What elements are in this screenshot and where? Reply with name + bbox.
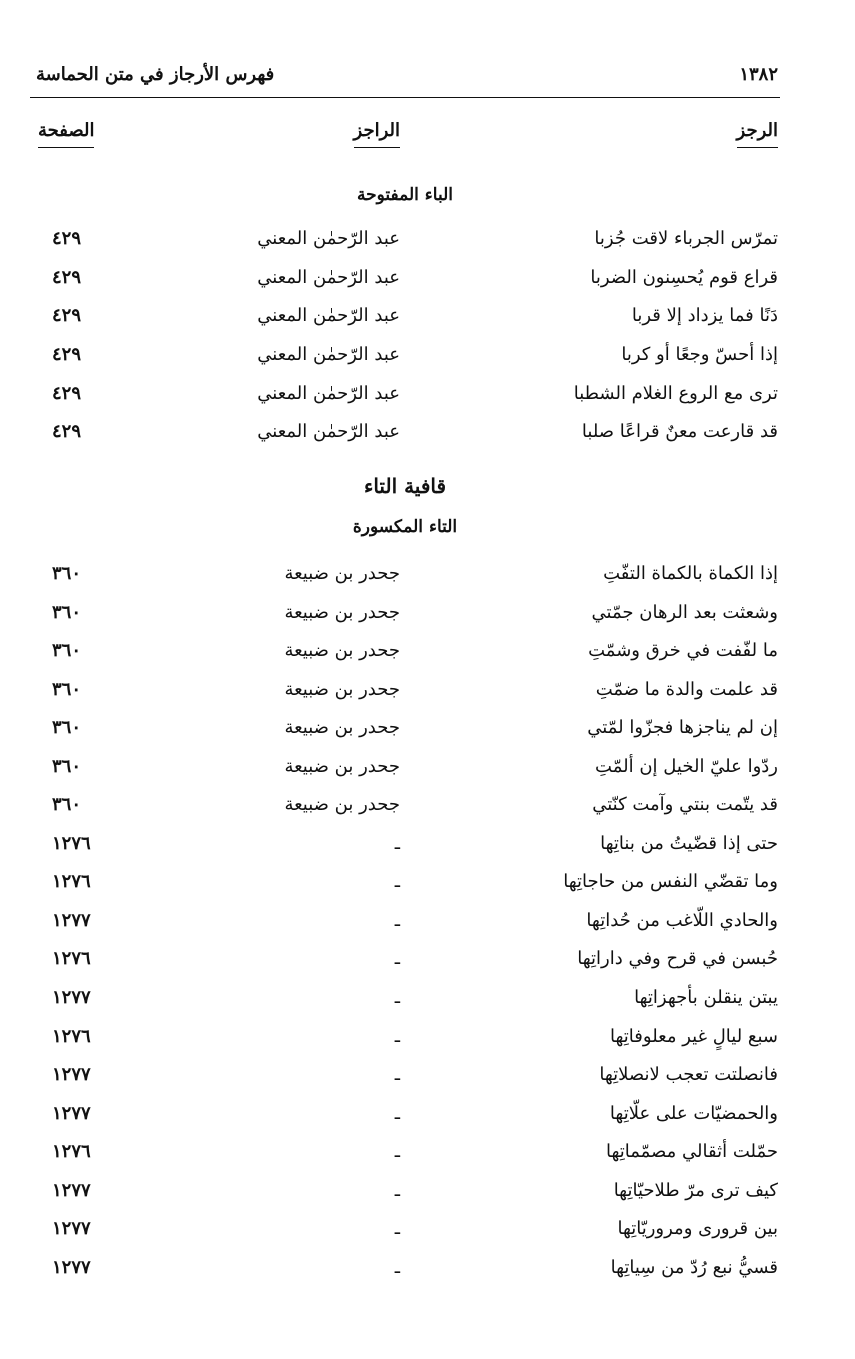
- page-ref: ١٢٧٧: [52, 1179, 91, 1201]
- rajiz-poet: ـ: [394, 1179, 400, 1201]
- rajaz-verse: قراع قوم يُحسِنون الضربا: [590, 266, 778, 288]
- rajiz-poet: ـ: [394, 1064, 400, 1086]
- rajiz-poet: عبد الرّحمٰن المعني: [257, 344, 400, 366]
- column-header-page: الصفحة: [38, 120, 94, 148]
- rajaz-verse: قد يتّمت بنتي وآمت كنّتي: [592, 794, 778, 816]
- rajiz-poet: ـ: [394, 832, 400, 854]
- rajiz-poet: جحدر بن ضبيعة: [284, 640, 400, 662]
- rajaz-verse: قد علمت والدة ما ضمّتِ: [595, 678, 778, 700]
- rajaz-verse: سبع ليالٍ غير معلوفاتِها: [610, 1025, 778, 1047]
- rajaz-verse: والحادي اللّاغب من حُداتِها: [586, 909, 778, 931]
- running-title: فهرس الأرجاز في متن الحماسة: [36, 64, 275, 85]
- rajaz-verse: يبتن ينقلن بأجهزاتِها: [634, 987, 778, 1009]
- rajiz-poet: ـ: [394, 1256, 400, 1278]
- rajaz-verse: إن لم يناجزها فجزّوا لمّتي: [587, 717, 778, 739]
- rajaz-verse: وشعثت بعد الرهان جمّتي: [591, 601, 778, 623]
- rajaz-verse: ترى مع الروع الغلام الشطبا: [573, 382, 778, 404]
- index-row: [30, 792, 780, 831]
- rajaz-verse: فانصلتت تعجب لانصلاتِها: [599, 1064, 778, 1086]
- rajaz-verse: إذا الكماة بالكماة التفّتِ: [603, 563, 778, 584]
- rajaz-verse: بين قرورى ومروريّاتِها: [617, 1218, 778, 1240]
- page-ref: ١٢٧٧: [52, 987, 91, 1009]
- header-rule: [30, 97, 780, 98]
- index-row: [30, 831, 780, 870]
- page-ref: ٣٦٠: [52, 717, 82, 739]
- page-ref: ٣٦٠: [52, 640, 82, 662]
- index-row: [30, 561, 780, 600]
- rajiz-poet: جحدر بن ضبيعة: [284, 755, 400, 777]
- ba-maftuha-list: [30, 226, 780, 458]
- rajiz-poet: عبد الرّحمٰن المعني: [257, 382, 400, 404]
- page-ref: ١٢٧٦: [52, 871, 91, 893]
- index-row: [30, 265, 780, 304]
- index-row: [30, 1101, 780, 1140]
- index-page: [30, 0, 780, 1359]
- index-row: [30, 715, 780, 754]
- rajaz-verse: ردّوا عليّ الخيل إن ألمّتِ: [595, 755, 778, 777]
- rajiz-poet: جحدر بن ضبيعة: [284, 563, 400, 584]
- rajiz-poet: ـ: [394, 1218, 400, 1240]
- index-row: [30, 600, 780, 639]
- index-row: [30, 303, 780, 342]
- page-ref: ٤٢٩: [52, 382, 82, 404]
- page-ref: ١٢٧٧: [52, 1218, 91, 1240]
- page-ref: ٤٢٩: [52, 305, 82, 327]
- index-row: [30, 1178, 780, 1217]
- index-row: [30, 908, 780, 947]
- rajiz-poet: ـ: [394, 1025, 400, 1047]
- index-row: [30, 1024, 780, 1063]
- rajaz-verse: قسيُّ نبع رُدّ من سِياتِها: [610, 1256, 778, 1278]
- index-row: [30, 1062, 780, 1101]
- rajiz-poet: ـ: [394, 871, 400, 893]
- page-ref: ١٢٧٦: [52, 1141, 91, 1163]
- rajiz-poet: ـ: [394, 948, 400, 970]
- rajaz-verse: حمّلت أثقالي مصمّماتِها: [605, 1141, 778, 1163]
- rajiz-poet: عبد الرّحمٰن المعني: [257, 228, 400, 249]
- section-heading-ba-maftuha: الباء المفتوحة: [357, 185, 453, 205]
- page-ref: ١٢٧٧: [52, 1256, 91, 1278]
- page-ref: ١٢٧٧: [52, 1102, 91, 1124]
- index-row: [30, 381, 780, 420]
- page-ref: ١٢٧٦: [52, 832, 91, 854]
- index-row: [30, 638, 780, 677]
- rajiz-poet: ـ: [394, 987, 400, 1009]
- index-row: [30, 226, 780, 265]
- index-row: [30, 754, 780, 793]
- index-row: [30, 677, 780, 716]
- rajaz-verse: وما تقضّي النفس من حاجاتِها: [563, 871, 778, 893]
- rajiz-poet: جحدر بن ضبيعة: [284, 601, 400, 623]
- rajiz-poet: جحدر بن ضبيعة: [284, 794, 400, 816]
- section-heading-qafiyat-al-ta: قافية التاء: [363, 474, 447, 498]
- index-row: [30, 985, 780, 1024]
- column-header-rajaz: الرجز: [737, 120, 778, 148]
- page-ref: ٣٦٠: [52, 678, 82, 700]
- page-ref: ١٢٧٦: [52, 1025, 91, 1047]
- page-ref: ١٢٧٧: [52, 1064, 91, 1086]
- rajiz-poet: ـ: [394, 1141, 400, 1163]
- page-ref: ١٢٧٦: [52, 948, 91, 970]
- index-row: [30, 1255, 780, 1294]
- page-ref: ١٢٧٧: [52, 909, 91, 931]
- rajaz-verse: قد قارعت معنٌ قراعًا صلبا: [581, 421, 778, 443]
- page-ref: ٤٢٩: [52, 421, 82, 443]
- index-row: [30, 946, 780, 985]
- page-ref: ٣٦٠: [52, 794, 82, 816]
- rajiz-poet: عبد الرّحمٰن المعني: [257, 421, 400, 443]
- page-ref: ٣٦٠: [52, 755, 82, 777]
- page-ref: ٣٦٠: [52, 563, 82, 584]
- rajaz-verse: حُبسن في قرح وفي داراتِها: [577, 948, 778, 970]
- index-row: [30, 1139, 780, 1178]
- page-ref: ٤٢٩: [52, 228, 82, 249]
- index-row: [30, 869, 780, 908]
- section-heading-ta-maksura: التاء المكسورة: [352, 517, 458, 537]
- rajaz-verse: دَنًا فما يزداد إلا قربا: [631, 305, 778, 327]
- rajiz-poet: عبد الرّحمٰن المعني: [257, 266, 400, 288]
- page-ref: ٤٢٩: [52, 344, 82, 366]
- rajiz-poet: عبد الرّحمٰن المعني: [257, 305, 400, 327]
- index-row: [30, 342, 780, 381]
- rajiz-poet: ـ: [394, 909, 400, 931]
- rajaz-verse: كيف ترى مرّ طلاحيّاتِها: [613, 1179, 778, 1201]
- ta-maksura-list: [30, 561, 780, 1293]
- column-header-rajiz: الراجز: [354, 120, 400, 148]
- page-number: ١٣٨٢: [739, 64, 778, 85]
- rajiz-poet: جحدر بن ضبيعة: [284, 717, 400, 739]
- rajaz-verse: ما لفّفت في خرق وشمّتِ: [588, 640, 778, 662]
- rajaz-verse: حتى إذا قضّيتُ من بناتِها: [600, 832, 778, 854]
- index-row: [30, 419, 780, 458]
- rajiz-poet: جحدر بن ضبيعة: [284, 678, 400, 700]
- page-header: [30, 62, 780, 96]
- rajaz-verse: تمرّس الجرباء لاقت جُزبا: [594, 228, 778, 249]
- rajiz-poet: ـ: [394, 1102, 400, 1124]
- page-ref: ٤٢٩: [52, 266, 82, 288]
- page-ref: ٣٦٠: [52, 601, 82, 623]
- rajaz-verse: إذا أحسّ وجعًا أو كربا: [621, 344, 778, 366]
- index-row: [30, 1216, 780, 1255]
- rajaz-verse: والحمضيّات على علّاتِها: [609, 1102, 778, 1124]
